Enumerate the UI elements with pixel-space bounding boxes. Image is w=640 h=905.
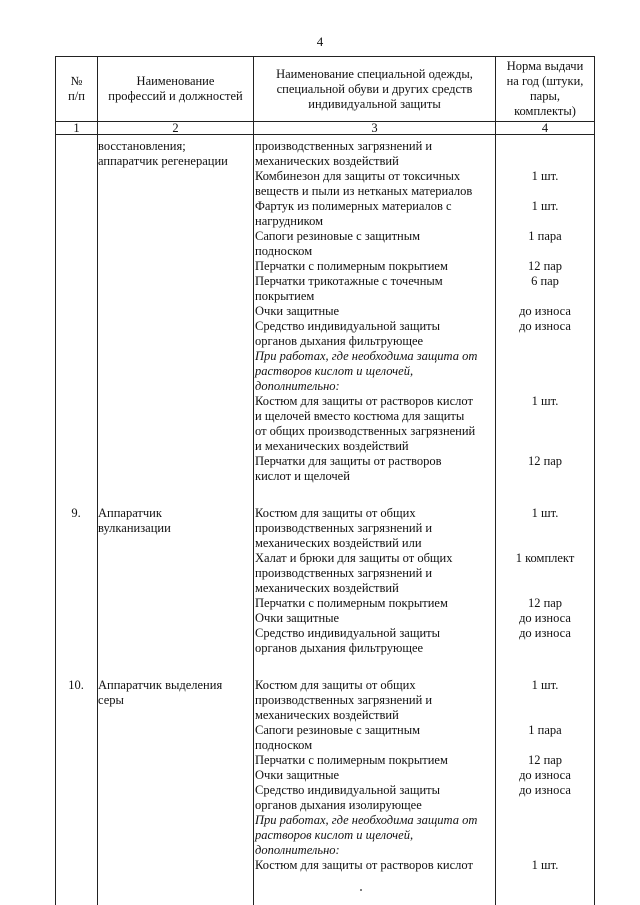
page-number: 4: [316, 34, 324, 49]
column-border: [495, 134, 496, 905]
equipment-item: механических воздействий: [255, 581, 399, 595]
column-border: [55, 134, 56, 905]
equipment-item: Комбинезон для защиты от токсичных: [255, 169, 461, 183]
equipment-item: Костюм для защиты от общих: [255, 678, 416, 692]
profession-name: аппаратчик регенерации: [98, 154, 228, 168]
equipment-item: производственных загрязнений и: [255, 521, 433, 535]
column-number-2: 2: [98, 122, 254, 135]
equipment-item: и щелочей вместо костюма для защиты: [255, 409, 465, 423]
equipment-item: веществ и пыли из нетканых материалов: [255, 184, 473, 198]
header-col-number: № п/п: [56, 57, 98, 122]
equipment-item: органов дыхания изолирующее: [255, 798, 422, 812]
equipment-item: производственных загрязнений и: [255, 139, 433, 153]
norm-value: 6 пар: [531, 274, 559, 288]
equipment-item: Очки защитные: [255, 304, 340, 318]
equipment-item: Костюм для защиты от растворов кислот: [255, 394, 473, 408]
norm-value: 12 пар: [527, 596, 563, 610]
norm-value: 12 пар: [527, 259, 563, 273]
norm-value: 1 шт.: [531, 199, 559, 213]
equipment-item: Перчатки с полимерным покрытием: [255, 753, 448, 767]
equipment-item: Перчатки с полимерным покрытием: [255, 259, 448, 273]
profession-name: Аппаратчик выделения: [98, 678, 223, 692]
equipment-item: механических воздействий: [255, 708, 399, 722]
equipment-item: Фартук из полимерных материалов с: [255, 199, 452, 213]
column-border: [97, 134, 98, 905]
row-number: 10.: [68, 678, 84, 692]
norm-value: 1 шт.: [531, 394, 559, 408]
equipment-item: Перчатки для защиты от растворов: [255, 454, 442, 468]
equipment-item: механических воздействий или: [255, 536, 422, 550]
equipment-item: производственных загрязнений и: [255, 566, 433, 580]
equipment-item: Костюм для защиты от общих: [255, 506, 416, 520]
equipment-item: Средство индивидуальной защиты: [255, 319, 441, 333]
norm-value: до износа: [519, 768, 571, 782]
equipment-item: и механических воздействий: [255, 439, 409, 453]
equipment-item: Перчатки с полимерным покрытием: [255, 596, 448, 610]
note-line: При работах, где необходима защита от: [255, 813, 478, 827]
note-line: дополнительно:: [255, 843, 340, 857]
norm-value: 1 шт.: [531, 169, 559, 183]
equipment-item: Очки защитные: [255, 611, 340, 625]
equipment-item: Средство индивидуальной защиты: [255, 783, 441, 797]
norm-value: 1 шт.: [531, 506, 559, 520]
equipment-item: нагрудником: [255, 214, 324, 228]
equipment-item: подноском: [255, 738, 313, 752]
note-line: При работах, где необходима защита от: [255, 349, 478, 363]
norm-value: 1 шт.: [531, 678, 559, 692]
equipment-item: Халат и брюки для защиты от общих: [255, 551, 453, 565]
equipment-item: Очки защитные: [255, 768, 340, 782]
equipment-item: кислот и щелочей: [255, 469, 350, 483]
equipment-item: Костюм для защиты от растворов кислот: [255, 858, 473, 872]
note-line: растворов кислот и щелочей,: [255, 364, 414, 378]
norm-value: 1 пара: [528, 229, 562, 243]
column-border: [594, 134, 595, 905]
norm-value: до износа: [519, 304, 571, 318]
equipment-item: покрытием: [255, 289, 315, 303]
norm-value: 1 пара: [528, 723, 562, 737]
norm-value: 12 пар: [527, 753, 563, 767]
norm-value: 1 шт.: [531, 858, 559, 872]
equipment-item: Сапоги резиновые с защитным: [255, 723, 421, 737]
equipment-item: органов дыхания фильтрующее: [255, 641, 424, 655]
equipment-item: Сапоги резиновые с защитным: [255, 229, 421, 243]
note-line: растворов кислот и щелочей,: [255, 828, 414, 842]
norm-value: 1 комплект: [515, 551, 575, 565]
norm-value: до износа: [519, 626, 571, 640]
profession-name: вулканизации: [98, 521, 171, 535]
norm-value: 12 пар: [527, 454, 563, 468]
profession-name: Аппаратчик: [98, 506, 162, 520]
column-number-1: 1: [56, 122, 98, 135]
equipment-item: подноском: [255, 244, 313, 258]
column-number-4: 4: [496, 122, 595, 135]
profession-name: восстановления;: [98, 139, 186, 153]
equipment-item: механических воздействий: [255, 154, 399, 168]
table-header: [55, 56, 595, 135]
column-number-3: 3: [254, 122, 496, 135]
row-number: 9.: [71, 506, 81, 520]
header-col-norm: Норма выдачи на год (штуки, пары, комплекты): [496, 57, 595, 122]
norm-value: до износа: [519, 783, 571, 797]
norm-value: до износа: [519, 319, 571, 333]
equipment-item: производственных загрязнений и: [255, 693, 433, 707]
header-col-profession: Наименование профессий и должностей: [98, 57, 254, 122]
equipment-item: Перчатки трикотажные с точечным: [255, 274, 443, 288]
scan-speck: [360, 889, 362, 891]
equipment-item: Средство индивидуальной защиты: [255, 626, 441, 640]
column-border: [253, 134, 254, 905]
profession-name: серы: [98, 693, 124, 707]
equipment-item: органов дыхания фильтрующее: [255, 334, 424, 348]
equipment-item: от общих производственных загрязнений: [255, 424, 476, 438]
note-line: дополнительно:: [255, 379, 340, 393]
header-col-equipment: Наименование специальной одежды, специальной обуви и других средств индивидуальной защиты: [254, 57, 496, 122]
norm-value: до износа: [519, 611, 571, 625]
